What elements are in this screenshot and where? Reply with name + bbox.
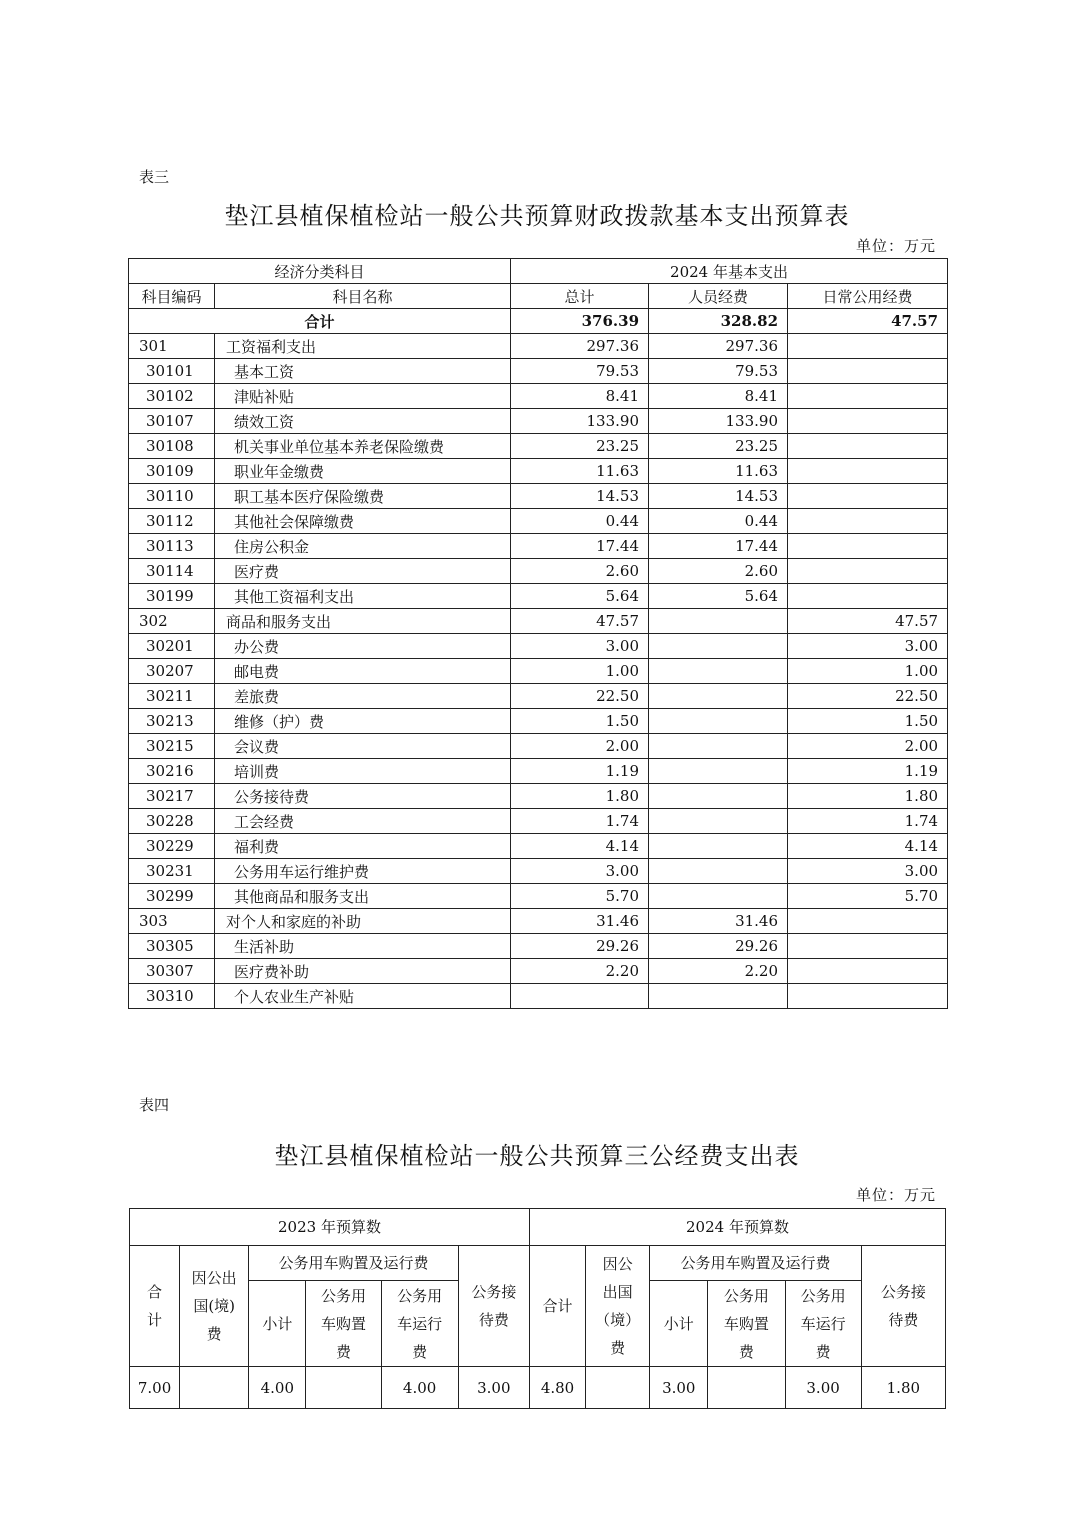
row-name: 绩效工资 bbox=[215, 409, 511, 434]
total-amount: 376.39 bbox=[511, 309, 649, 334]
row-personnel bbox=[649, 784, 788, 809]
table-row bbox=[129, 734, 948, 759]
row-name: 差旅费 bbox=[215, 684, 511, 709]
row-code: 30215 bbox=[129, 734, 215, 759]
row-total: 1.50 bbox=[511, 709, 649, 734]
row-name: 医疗费补助 bbox=[215, 959, 511, 984]
table-row bbox=[129, 559, 948, 584]
row-code: 30216 bbox=[129, 759, 215, 784]
row-personnel bbox=[649, 684, 788, 709]
row-code: 30310 bbox=[129, 984, 215, 1009]
row-code: 30101 bbox=[129, 359, 215, 384]
row-code: 30217 bbox=[129, 784, 215, 809]
v2023-total: 7.00 bbox=[130, 1367, 180, 1409]
row-public bbox=[788, 909, 948, 934]
row-name: 其他商品和服务支出 bbox=[215, 884, 511, 909]
row-name: 职业年金缴费 bbox=[215, 459, 511, 484]
row-personnel bbox=[649, 709, 788, 734]
row-name: 个人农业生产补贴 bbox=[215, 984, 511, 1009]
h2024-car-purchase: 公务用 车购置 费 bbox=[708, 1281, 785, 1367]
row-personnel: 11.63 bbox=[649, 459, 788, 484]
row-name: 会议费 bbox=[215, 734, 511, 759]
row-code: 30107 bbox=[129, 409, 215, 434]
total-personnel: 328.82 bbox=[649, 309, 788, 334]
h2023-subtotal: 小计 bbox=[249, 1281, 306, 1367]
row-code: 30113 bbox=[129, 534, 215, 559]
h2023-car-purchase: 公务用 车购置 费 bbox=[306, 1281, 381, 1367]
table4-tag: 表四 bbox=[139, 1096, 170, 1114]
row-public bbox=[788, 534, 948, 559]
v2023-reception: 3.00 bbox=[458, 1367, 529, 1409]
row-code: 30114 bbox=[129, 559, 215, 584]
table-row bbox=[129, 409, 948, 434]
row-public bbox=[788, 459, 948, 484]
h2023-car: 公务用车购置及运行费 bbox=[249, 1246, 458, 1281]
row-name: 住房公积金 bbox=[215, 534, 511, 559]
row-total: 1.19 bbox=[511, 759, 649, 784]
row-code: 30305 bbox=[129, 934, 215, 959]
row-name: 培训费 bbox=[215, 759, 511, 784]
table-row bbox=[129, 884, 948, 909]
row-personnel bbox=[649, 984, 788, 1009]
year-header-row bbox=[130, 1209, 946, 1246]
value-row bbox=[130, 1367, 946, 1409]
row-personnel: 14.53 bbox=[649, 484, 788, 509]
row-public: 47.57 bbox=[788, 609, 948, 634]
row-name: 医疗费 bbox=[215, 559, 511, 584]
table-row bbox=[129, 859, 948, 884]
row-total: 8.41 bbox=[511, 384, 649, 409]
h2024-car: 公务用车购置及运行费 bbox=[650, 1246, 861, 1281]
header-code: 科目编码 bbox=[129, 284, 215, 309]
row-code: 30228 bbox=[129, 809, 215, 834]
row-code: 30199 bbox=[129, 584, 215, 609]
h2023-car-operation: 公务用 车运行 费 bbox=[381, 1281, 458, 1367]
table-row bbox=[129, 334, 948, 359]
row-code: 30102 bbox=[129, 384, 215, 409]
row-total: 1.74 bbox=[511, 809, 649, 834]
row-code: 30112 bbox=[129, 509, 215, 534]
row-name: 其他社会保障缴费 bbox=[215, 509, 511, 534]
row-total: 133.90 bbox=[511, 409, 649, 434]
row-total: 0.44 bbox=[511, 509, 649, 534]
row-personnel bbox=[649, 609, 788, 634]
row-code: 30207 bbox=[129, 659, 215, 684]
row-personnel: 23.25 bbox=[649, 434, 788, 459]
row-code: 30109 bbox=[129, 459, 215, 484]
row-personnel: 133.90 bbox=[649, 409, 788, 434]
table-row bbox=[129, 809, 948, 834]
row-personnel: 2.60 bbox=[649, 559, 788, 584]
row-total: 14.53 bbox=[511, 484, 649, 509]
v2023-car-purchase bbox=[306, 1367, 381, 1409]
row-code: 30213 bbox=[129, 709, 215, 734]
row-total: 23.25 bbox=[511, 434, 649, 459]
row-personnel bbox=[649, 809, 788, 834]
row-total: 5.64 bbox=[511, 584, 649, 609]
row-personnel bbox=[649, 884, 788, 909]
table4-unit: 单位：万元 bbox=[855, 1186, 936, 1204]
row-personnel: 29.26 bbox=[649, 934, 788, 959]
row-personnel: 79.53 bbox=[649, 359, 788, 384]
row-public: 1.00 bbox=[788, 659, 948, 684]
table-row bbox=[129, 834, 948, 859]
table-row bbox=[129, 759, 948, 784]
table3-tag: 表三 bbox=[139, 168, 170, 186]
table-row bbox=[129, 484, 948, 509]
h2023-total: 合 计 bbox=[130, 1246, 180, 1367]
h2024-reception: 公务接 待费 bbox=[861, 1246, 945, 1367]
v2024-subtotal: 3.00 bbox=[650, 1367, 708, 1409]
table4-title: 垫江县植保植检站一般公共预算三公经费支出表 bbox=[274, 1142, 800, 1170]
row-public: 2.00 bbox=[788, 734, 948, 759]
row-code: 30201 bbox=[129, 634, 215, 659]
row-personnel: 31.46 bbox=[649, 909, 788, 934]
h2023-abroad: 因公出 国(境) 费 bbox=[180, 1246, 249, 1367]
table-row bbox=[129, 459, 948, 484]
header-row-columns bbox=[129, 284, 948, 309]
total-public: 47.57 bbox=[788, 309, 948, 334]
row-name: 工资福利支出 bbox=[215, 334, 511, 359]
row-total: 1.00 bbox=[511, 659, 649, 684]
header-personnel: 人员经费 bbox=[649, 284, 788, 309]
row-personnel: 5.64 bbox=[649, 584, 788, 609]
v2024-abroad bbox=[586, 1367, 650, 1409]
table3-title: 垫江县植保植检站一般公共预算财政拨款基本支出预算表 bbox=[224, 202, 850, 230]
row-public bbox=[788, 359, 948, 384]
row-personnel bbox=[649, 834, 788, 859]
table-row bbox=[129, 959, 948, 984]
header-row-group bbox=[129, 259, 948, 284]
row-name: 职工基本医疗保险缴费 bbox=[215, 484, 511, 509]
row-code: 30299 bbox=[129, 884, 215, 909]
row-total: 31.46 bbox=[511, 909, 649, 934]
row-personnel: 2.20 bbox=[649, 959, 788, 984]
table3-unit: 单位：万元 bbox=[855, 237, 936, 255]
row-public: 3.00 bbox=[788, 634, 948, 659]
v2024-total: 4.80 bbox=[529, 1367, 585, 1409]
table-row bbox=[129, 784, 948, 809]
row-code: 30211 bbox=[129, 684, 215, 709]
row-public: 3.00 bbox=[788, 859, 948, 884]
header-name: 科目名称 bbox=[215, 284, 511, 309]
row-total: 2.00 bbox=[511, 734, 649, 759]
row-public bbox=[788, 409, 948, 434]
row-name: 基本工资 bbox=[215, 359, 511, 384]
row-name: 维修（护）费 bbox=[215, 709, 511, 734]
row-public bbox=[788, 509, 948, 534]
table-row bbox=[129, 584, 948, 609]
row-personnel: 297.36 bbox=[649, 334, 788, 359]
header-2023: 2023 年预算数 bbox=[130, 1209, 530, 1246]
h2024-total: 合计 bbox=[529, 1246, 585, 1367]
header-total: 总计 bbox=[511, 284, 649, 309]
row-total: 79.53 bbox=[511, 359, 649, 384]
table-row bbox=[129, 434, 948, 459]
h2024-subtotal: 小计 bbox=[650, 1281, 708, 1367]
v2024-car-operation: 3.00 bbox=[785, 1367, 861, 1409]
row-code: 30307 bbox=[129, 959, 215, 984]
row-name: 福利费 bbox=[215, 834, 511, 859]
v2023-car-operation: 4.00 bbox=[381, 1367, 458, 1409]
row-code: 30108 bbox=[129, 434, 215, 459]
row-code: 30229 bbox=[129, 834, 215, 859]
h2024-abroad: 因公 出国 （境） 费 bbox=[586, 1246, 650, 1367]
row-personnel: 0.44 bbox=[649, 509, 788, 534]
header-public: 日常公用经费 bbox=[788, 284, 948, 309]
row-name: 对个人和家庭的补助 bbox=[215, 909, 511, 934]
table-row bbox=[129, 909, 948, 934]
row-public: 1.80 bbox=[788, 784, 948, 809]
total-row bbox=[129, 309, 948, 334]
row-total: 17.44 bbox=[511, 534, 649, 559]
row-total: 1.80 bbox=[511, 784, 649, 809]
row-name: 邮电费 bbox=[215, 659, 511, 684]
row-total: 4.14 bbox=[511, 834, 649, 859]
row-public: 4.14 bbox=[788, 834, 948, 859]
row-name: 公务用车运行维护费 bbox=[215, 859, 511, 884]
row-public: 5.70 bbox=[788, 884, 948, 909]
row-total: 11.63 bbox=[511, 459, 649, 484]
row-total: 3.00 bbox=[511, 859, 649, 884]
row-total: 47.57 bbox=[511, 609, 649, 634]
row-public bbox=[788, 959, 948, 984]
row-total: 297.36 bbox=[511, 334, 649, 359]
row-code: 30110 bbox=[129, 484, 215, 509]
row-name: 津贴补贴 bbox=[215, 384, 511, 409]
row-total: 5.70 bbox=[511, 884, 649, 909]
budget-table bbox=[128, 258, 948, 1009]
row-public: 1.50 bbox=[788, 709, 948, 734]
row-total: 2.60 bbox=[511, 559, 649, 584]
row-public: 22.50 bbox=[788, 684, 948, 709]
v2023-subtotal: 4.00 bbox=[249, 1367, 306, 1409]
row-name: 商品和服务支出 bbox=[215, 609, 511, 634]
row-total: 22.50 bbox=[511, 684, 649, 709]
row-total: 29.26 bbox=[511, 934, 649, 959]
row-code: 301 bbox=[129, 334, 215, 359]
table-row bbox=[129, 609, 948, 634]
row-personnel: 8.41 bbox=[649, 384, 788, 409]
row-public: 1.74 bbox=[788, 809, 948, 834]
table-row bbox=[129, 934, 948, 959]
h2024-car-operation: 公务用 车运行 费 bbox=[785, 1281, 861, 1367]
v2024-car-purchase bbox=[708, 1367, 785, 1409]
table-row bbox=[129, 359, 948, 384]
v2024-reception: 1.80 bbox=[861, 1367, 945, 1409]
row-name: 办公费 bbox=[215, 634, 511, 659]
header-economic-classification: 经济分类科目 bbox=[129, 259, 511, 284]
header-2024: 2024 年预算数 bbox=[529, 1209, 945, 1246]
row-personnel bbox=[649, 734, 788, 759]
row-public: 1.19 bbox=[788, 759, 948, 784]
table-row bbox=[129, 709, 948, 734]
row-name: 其他工资福利支出 bbox=[215, 584, 511, 609]
row-name: 公务接待费 bbox=[215, 784, 511, 809]
row-public bbox=[788, 384, 948, 409]
row-code: 302 bbox=[129, 609, 215, 634]
row-total bbox=[511, 984, 649, 1009]
row-public bbox=[788, 334, 948, 359]
row-public bbox=[788, 434, 948, 459]
row-name: 生活补助 bbox=[215, 934, 511, 959]
three-public-expenses-table bbox=[129, 1208, 946, 1409]
row-personnel bbox=[649, 634, 788, 659]
header-2024-basic-expenditure: 2024 年基本支出 bbox=[511, 259, 948, 284]
row-personnel: 17.44 bbox=[649, 534, 788, 559]
row-public bbox=[788, 484, 948, 509]
row-code: 30231 bbox=[129, 859, 215, 884]
row-public bbox=[788, 584, 948, 609]
row-name: 工会经费 bbox=[215, 809, 511, 834]
row-name: 机关事业单位基本养老保险缴费 bbox=[215, 434, 511, 459]
table-row bbox=[129, 509, 948, 534]
row-public bbox=[788, 984, 948, 1009]
total-label: 合计 bbox=[129, 309, 511, 334]
row-personnel bbox=[649, 859, 788, 884]
table-row bbox=[129, 634, 948, 659]
row-code: 303 bbox=[129, 909, 215, 934]
table-row bbox=[129, 659, 948, 684]
v2023-abroad bbox=[180, 1367, 249, 1409]
row-public bbox=[788, 934, 948, 959]
category-header-row bbox=[130, 1246, 946, 1281]
row-personnel bbox=[649, 759, 788, 784]
row-personnel bbox=[649, 659, 788, 684]
table-row bbox=[129, 984, 948, 1009]
row-public bbox=[788, 559, 948, 584]
row-total: 3.00 bbox=[511, 634, 649, 659]
row-total: 2.20 bbox=[511, 959, 649, 984]
table-row bbox=[129, 534, 948, 559]
table-row bbox=[129, 384, 948, 409]
table-row bbox=[129, 684, 948, 709]
h2023-reception: 公务接 待费 bbox=[458, 1246, 529, 1367]
